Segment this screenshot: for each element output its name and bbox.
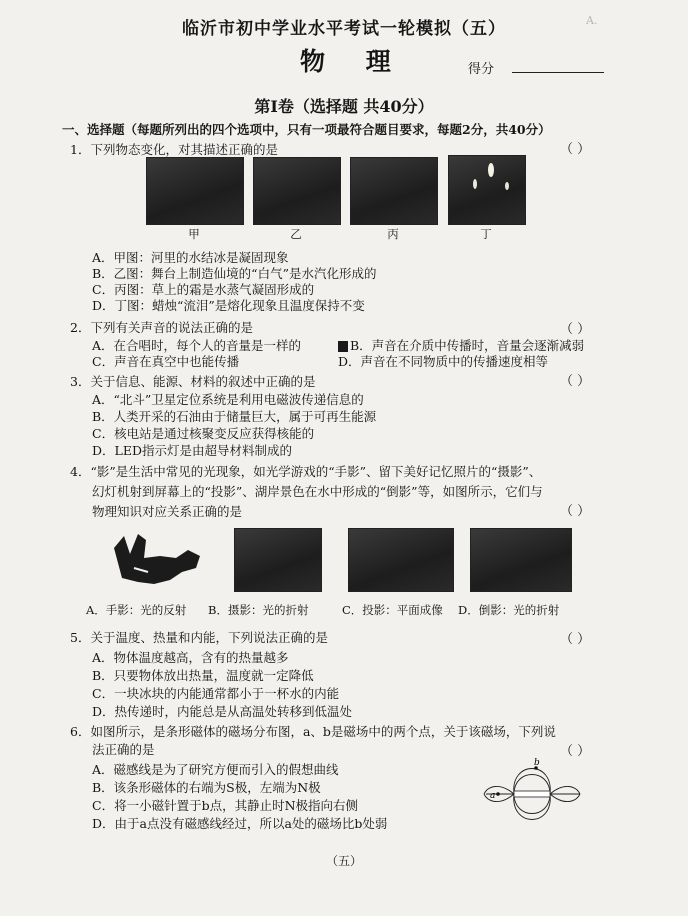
q2-option-b[interactable]: B．声音在介质中传播时，音量会逐渐减弱 [338, 336, 584, 354]
score-blank[interactable] [512, 72, 604, 73]
question-4-stem-line-2: 幻灯机射到屏幕上的“投影”、湖岸景色在水中形成的“倒影”等，如图所示，它们与 [92, 484, 543, 499]
q5-option-d[interactable]: D．热传递时，内能总是从高温处转移到低温处 [92, 704, 353, 719]
question-2-stem: 2．下列有关声音的说法正确的是 [70, 320, 253, 335]
q1-option-a[interactable]: A．甲图：河里的水结冰是凝固现象 [92, 250, 289, 265]
magnet-field-lines-icon [480, 758, 584, 830]
answer-paren-6[interactable]: （ ） [560, 744, 591, 759]
answer-paren-4[interactable]: （ ） [560, 504, 591, 519]
q1-option-b[interactable]: B．乙图：舞台上制造仙境的“白气”是水汽化形成的 [92, 266, 377, 281]
answer-paren-1[interactable]: （ ） [560, 142, 591, 157]
caption-jia: 甲 [188, 227, 200, 241]
speaker-icon [338, 341, 348, 352]
hand-shadow-rabbit-icon [104, 528, 206, 590]
q1-option-c[interactable]: C．丙图：草上的霜是水蒸气凝固形成的 [92, 282, 315, 297]
q6-option-d[interactable]: D．由于a点没有磁感线经过，所以a处的磁场比b处弱 [92, 816, 388, 831]
bleed-through-text: A. [586, 14, 598, 27]
point-a-label: a [490, 791, 496, 801]
q2-option-a[interactable]: A．在合唱时，每个人的音量是一样的 [92, 338, 302, 353]
part-instructions: 一、选择题（每题所列出的四个选项中，只有一项最符合题目要求，每题2分，共40分） [62, 122, 551, 137]
caption-yi: 乙 [290, 227, 302, 241]
answer-paren-5[interactable]: （ ） [560, 632, 591, 647]
q4-option-b[interactable]: B．摄影：光的折射 [208, 603, 309, 617]
q3-option-c[interactable]: C．核电站是通过核聚变反应获得核能的 [92, 426, 315, 441]
q4-option-a[interactable]: A．手影：光的反射 [86, 603, 187, 617]
question-4-stem-line-3: 物理知识对应关系正确的是 [92, 504, 243, 519]
q6-option-c[interactable]: C．将一小磁针置于b点，其静止时N极指向右侧 [92, 798, 359, 813]
q2-option-d[interactable]: D．声音在不同物质中的传播速度相等 [338, 354, 549, 369]
photo-jia [146, 157, 244, 225]
question-5-stem: 5．关于温度、热量和内能，下列说法正确的是 [70, 630, 328, 645]
photo-touying [348, 528, 454, 592]
answer-paren-2[interactable]: （ ） [560, 322, 591, 337]
subject-title: 物 理 [300, 47, 407, 76]
caption-bing: 丙 [387, 227, 399, 241]
photo-daoying [470, 528, 572, 592]
page-footer: （五） [325, 854, 362, 868]
q5-option-b[interactable]: B．只要物体放出热量，温度就一定降低 [92, 668, 314, 683]
photo-bing [350, 157, 438, 225]
question-1-stem: 1．下列物态变化，对其描述正确的是 [70, 142, 278, 157]
q4-option-d[interactable]: D．倒影：光的折射 [458, 603, 560, 617]
q6-option-b[interactable]: B．该条形磁体的右端为S极，左端为N极 [92, 780, 321, 795]
q6-option-a[interactable]: A．磁感线是为了研究方便而引入的假想曲线 [92, 762, 339, 777]
q3-option-b[interactable]: B．人类开采的石油由于储量巨大，属于可再生能源 [92, 409, 377, 424]
question-3-stem: 3．关于信息、能源、材料的叙述中正确的是 [70, 374, 316, 389]
q3-option-d[interactable]: D．LED指示灯是由超导材料制成的 [92, 443, 292, 458]
candle-flame-icon [449, 156, 525, 224]
photo-yi [253, 157, 341, 225]
point-b-label: b [534, 758, 540, 768]
question-6-stem-line-1: 6．如图所示，是条形磁体的磁场分布图，a、b是磁场中的两个点，关于该磁场，下列说 [70, 724, 556, 739]
section-title: 第Ⅰ卷（选择题 共40分） [254, 97, 434, 116]
q5-option-c[interactable]: C．一块冰块的内能通常都小于一杯水的内能 [92, 686, 340, 701]
answer-paren-3[interactable]: （ ） [560, 374, 591, 389]
score-label: 得分 [468, 62, 495, 77]
q4-option-c[interactable]: C．投影：平面成像 [342, 603, 443, 617]
q2-option-c[interactable]: C．声音在真空中也能传播 [92, 354, 240, 369]
question-4-stem-line-1: 4．“影”是生活中常见的光现象，如光学游戏的“手影”、留下美好记忆照片的“摄影”、 [70, 464, 542, 479]
q3-option-a[interactable]: A．“北斗”卫星定位系统是利用电磁波传递信息的 [92, 392, 364, 407]
q1-option-d[interactable]: D．丁图：蜡烛“流泪”是熔化现象且温度保持不变 [92, 298, 365, 313]
question-6-stem-line-2: 法正确的是 [92, 742, 155, 757]
exam-title: 临沂市初中学业水平考试一轮模拟（五） [182, 19, 506, 39]
photo-sheying [234, 528, 322, 592]
q5-option-a[interactable]: A．物体温度越高，含有的热量越多 [92, 650, 289, 665]
caption-ding: 丁 [480, 227, 492, 241]
photo-ding [448, 155, 526, 225]
